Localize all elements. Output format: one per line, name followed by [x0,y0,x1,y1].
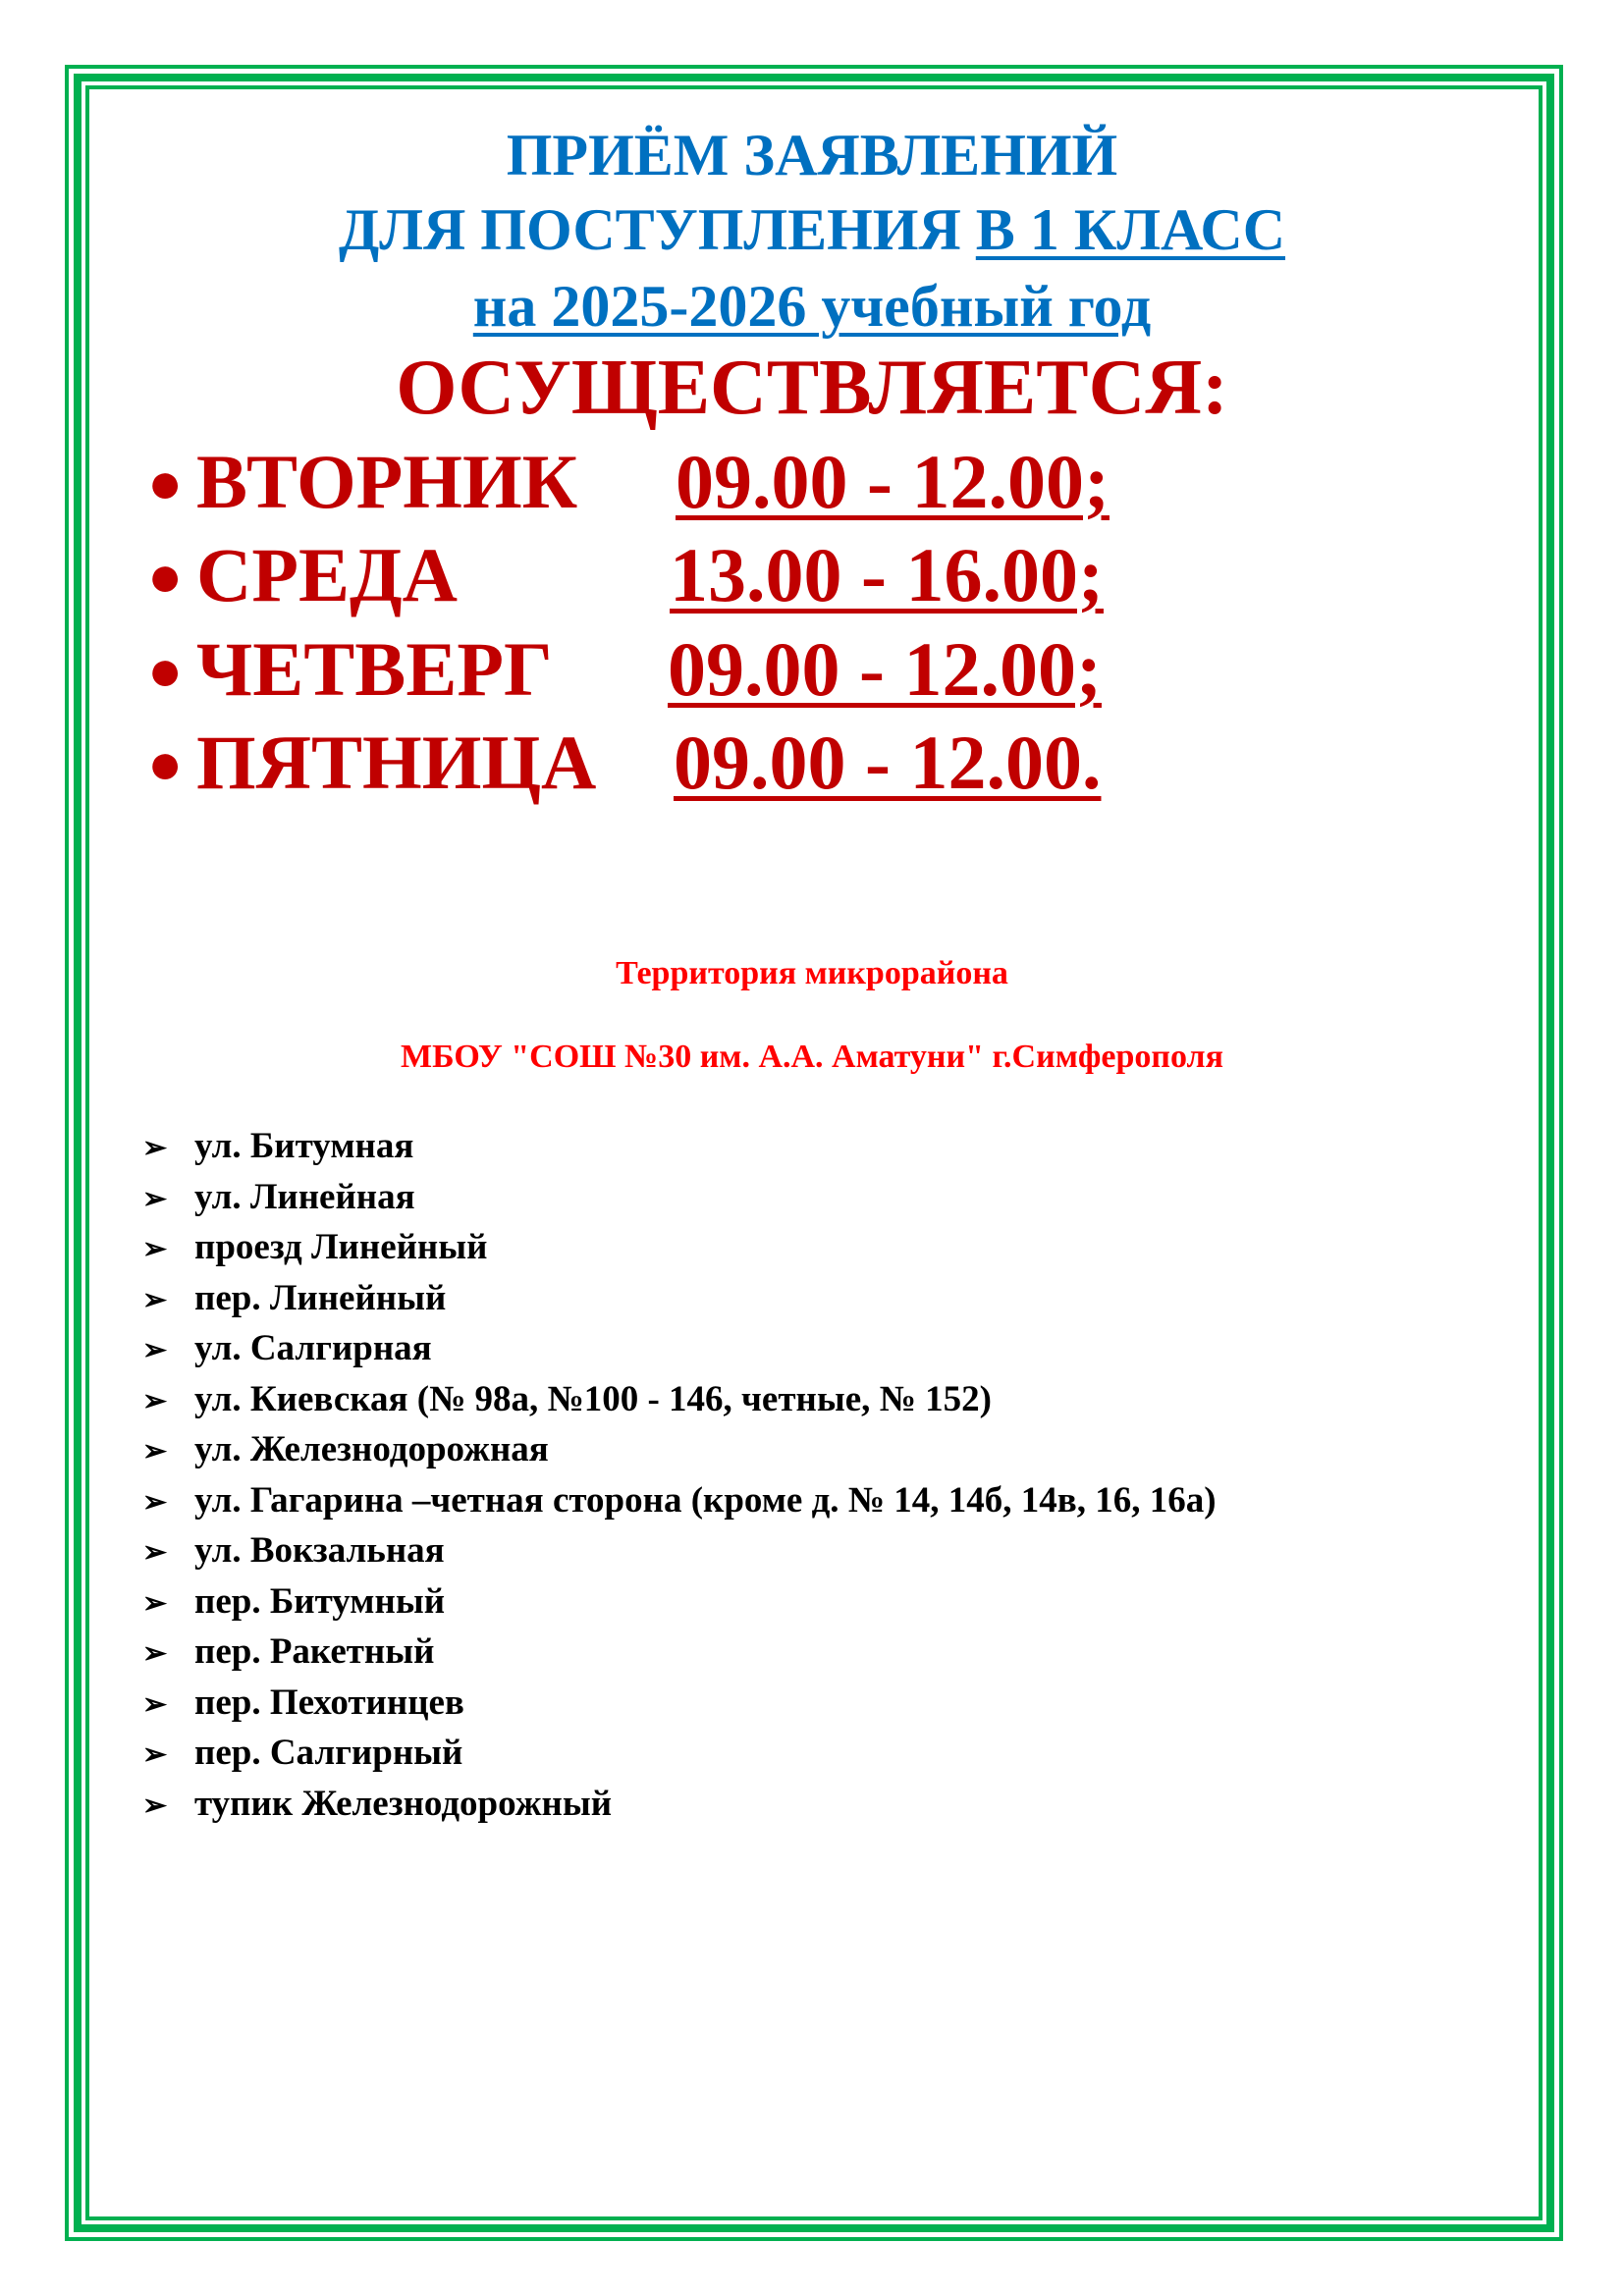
street-name: ул. Линейная [194,1176,415,1217]
title-line-3 [0,274,1624,339]
street-name: пер. Пехотинцев [194,1682,464,1723]
schedule-day: СРЕДА [196,532,458,617]
street-name: тупик Железнодорожный [194,1783,613,1824]
title-line-1: ПРИЁМ ЗАЯВЛЕНИЙ [506,123,1118,187]
street-item [142,1374,1217,1425]
arrow-bullet-icon: ➢ [142,1132,168,1164]
title-line-2 [0,197,1624,262]
street-list [142,1121,1217,1829]
arrow-bullet-icon: ➢ [142,1283,168,1316]
arrow-bullet-icon: ➢ [142,1233,168,1265]
bullet-icon: ● [147,638,184,703]
street-name: пер. Ракетный [194,1631,435,1672]
arrow-bullet-icon: ➢ [142,1586,168,1620]
school-name: МБОУ "СОШ №30 им. А.А. Аматуни" г.Симферополя [400,1039,1223,1075]
schedule-time: 13.00 - 16.00; [670,532,1104,617]
street-item [142,1627,1217,1678]
bullet-icon: ● [147,451,184,515]
arrow-bullet-icon: ➢ [142,1334,168,1366]
arrow-bullet-icon: ➢ [142,1789,168,1822]
schedule-time: 09.00 - 12.00. [674,720,1102,805]
street-item [142,1525,1217,1576]
street-item [142,1323,1217,1374]
street-item [142,1576,1217,1628]
street-item [142,1779,1217,1830]
street-name: пер. Битумный [194,1580,446,1622]
arrow-bullet-icon: ➢ [142,1637,168,1670]
street-name: ул. Гагарина –четная сторона (кроме д. № 14, 14б, 14в, 16, 16а) [194,1479,1217,1521]
schedule-day: ВТОРНИК [196,439,578,524]
street-name: ул. Салгирная [194,1328,432,1368]
street-item [142,1678,1217,1729]
arrow-bullet-icon: ➢ [142,1485,168,1519]
street-item [142,1424,1217,1475]
title-line-2-text: ДЛЯ ПОСТУПЛЕНИЯ [338,197,976,262]
arrow-bullet-icon: ➢ [142,1384,168,1417]
street-name: ул. Железнодорожная [194,1429,549,1469]
street-name: проезд Линейный [194,1227,488,1267]
bullet-icon: ● [147,731,184,796]
schedule-time: 09.00 - 12.00; [676,439,1110,524]
title-line-4: ОСУЩЕСТВЛЯЕТСЯ: [396,345,1228,431]
street-name: ул. Вокзальная [194,1530,445,1571]
street-name: пер. Линейный [194,1277,447,1318]
street-name: ул. Киевская (№ 98а, №100 - 146, четные, № 152) [194,1378,992,1419]
street-item [142,1121,1217,1172]
street-item [142,1222,1217,1273]
bullet-icon: ● [147,544,184,609]
arrow-bullet-icon: ➢ [142,1536,168,1569]
street-item [142,1728,1217,1779]
street-item [142,1172,1217,1223]
school-year: на 2025-2026 учебный год [472,274,1152,339]
street-name: ул. Битумная [194,1126,414,1166]
street-name: пер. Салгирный [194,1733,463,1773]
schedule-day: ЧЕТВЕРГ [196,626,553,712]
title-class-text: В 1 КЛАСС [975,197,1286,262]
arrow-bullet-icon: ➢ [142,1435,168,1468]
street-item [142,1475,1217,1526]
arrow-bullet-icon: ➢ [142,1687,168,1721]
schedule-day: ПЯТНИЦА [196,720,597,805]
street-item [142,1273,1217,1324]
arrow-bullet-icon: ➢ [142,1182,168,1215]
territory-title: Территория микрорайона [616,955,1008,991]
schedule-time: 09.00 - 12.00; [668,626,1102,712]
arrow-bullet-icon: ➢ [142,1738,168,1771]
